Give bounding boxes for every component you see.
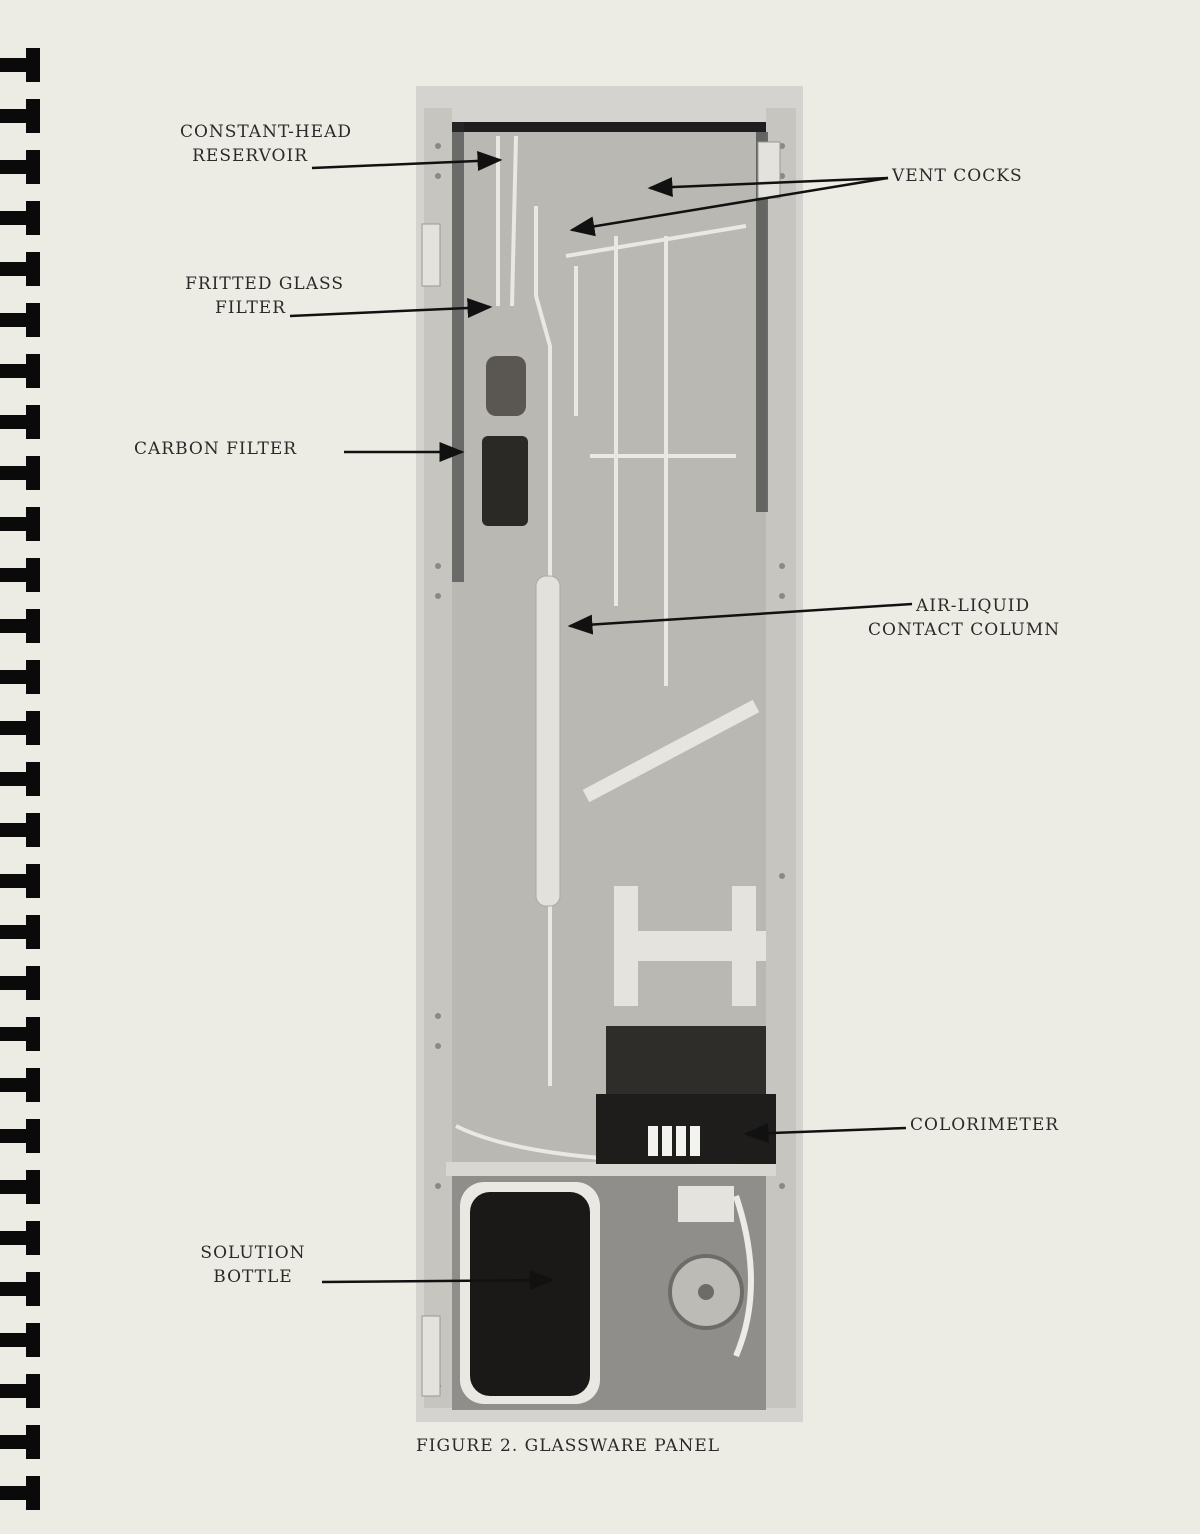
label-line: FRITTED GLASS [185,274,344,294]
label-line: BOTTLE [213,1267,293,1287]
label-vent-cocks: VENT COCKS [892,166,1023,186]
label-line: AIR-LIQUID [916,596,1031,616]
figure-caption: FIGURE 2. GLASSWARE PANEL [416,1436,721,1456]
label-line: CONTACT COLUMN [868,620,1061,640]
arrow-solution-bottle [322,1280,552,1282]
label-line: SOLUTION [200,1243,306,1263]
arrow-colorimeter [746,1128,906,1134]
label-colorimeter: COLORIMETER [910,1115,1060,1135]
label-carbon-filter: CARBON FILTER [134,439,298,459]
label-line: CONSTANT-HEAD [179,122,352,142]
arrow-constant-head-reservoir [312,160,500,168]
label-line: FILTER [215,298,286,318]
arrow-fritted-glass-filter [290,307,490,316]
label-line: RESERVOIR [192,146,308,166]
arrow-air-liquid-contact-column [570,604,912,626]
